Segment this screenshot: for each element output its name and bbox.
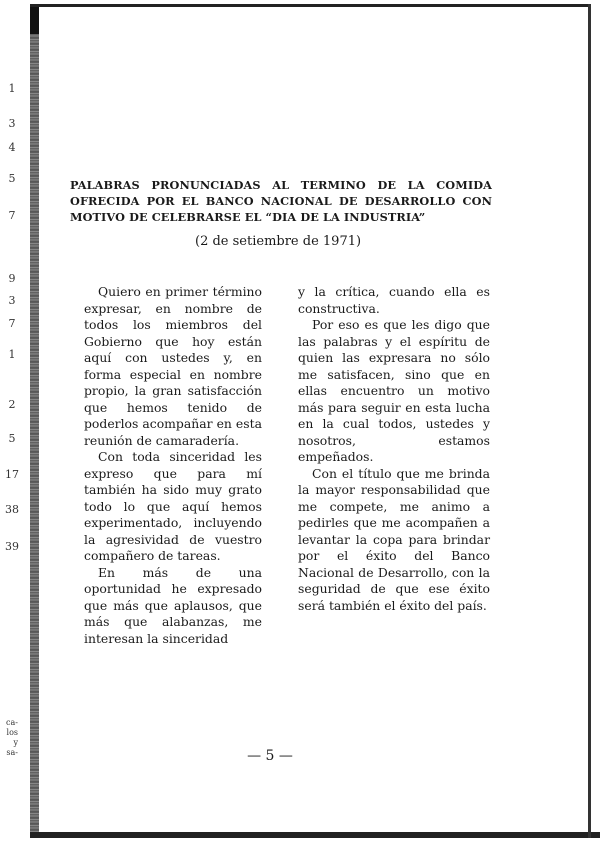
binding-edge (30, 4, 39, 836)
left-column (84, 284, 262, 647)
margin-mark: 9 (8, 272, 16, 285)
margin-mark: 3 (8, 117, 16, 130)
margin-mark: 7 (8, 317, 16, 330)
bottom-edge (30, 832, 600, 838)
top-edge (30, 4, 590, 7)
paragraph: Por eso es que les digo que las palabras y el espíritu de quien las expresara no sólo me satisfacen, sino que en ellas encuentro un motivo más para seguir en esta lucha en la cual todos, ustedes y nosotros, estamos empeñados. (298, 317, 490, 464)
right-edge (588, 4, 591, 838)
margin-mark: 2 (8, 398, 16, 411)
paragraph: y la crítica, cuando ella es constructiva. (298, 284, 490, 316)
margin-mark: 17 (5, 468, 19, 481)
margin-mark: 1 (8, 348, 16, 361)
margin-mark: 39 (5, 540, 19, 553)
margin-mark: 7 (8, 209, 16, 222)
margin-mark: 3 (8, 294, 16, 307)
right-column (298, 284, 490, 614)
binding-corner (30, 4, 39, 34)
speech-date: (2 de setiembre de 1971) (195, 234, 362, 249)
paragraph: Con toda sinceridad les expreso que para mí también ha sido muy grato todo lo que aquí hemos experimentado, incluyendo la agresividad de vuestro compañero de tareas. (84, 449, 262, 563)
margin-note: ca- los y sa- (6, 718, 18, 757)
margin-mark: 4 (8, 141, 16, 154)
speech-title: PALABRAS PRONUNCIADAS AL TERMINO DE LA COMIDA OFRECIDA POR EL BANCO NACIONAL DE DESARROLLO CON MOTIVO DE CELEBRARSE EL “DIA DE LA INDUSTRIA” (70, 178, 492, 224)
margin-mark: 38 (5, 503, 19, 516)
paragraph: En más de una oportunidad he expresado que más que aplausos, que más que alabanzas, me interesan la sinceridad (84, 564, 262, 646)
margin-mark: 1 (8, 82, 16, 95)
paragraph: Con el título que me brinda la mayor responsabilidad que me compete, me animo a pedirles que me acompañen a levantar la copa para brindar por el éxito del Banco Nacional de Desarrollo, con la seguridad de que ese éxito será también el éxito del país. (298, 465, 490, 613)
margin-mark: 5 (8, 432, 16, 445)
page-number: — 5 — (247, 748, 293, 764)
paragraph: Quiero en primer término expresar, en nombre de todos los miembros del Gobierno que hoy están aquí con ustedes y, en forma especial en nombre propio, la gran satisfacción que hemos tenido de poderlos acompañar en esta reunión de camaradería. (84, 284, 262, 448)
margin-mark: 5 (8, 172, 16, 185)
